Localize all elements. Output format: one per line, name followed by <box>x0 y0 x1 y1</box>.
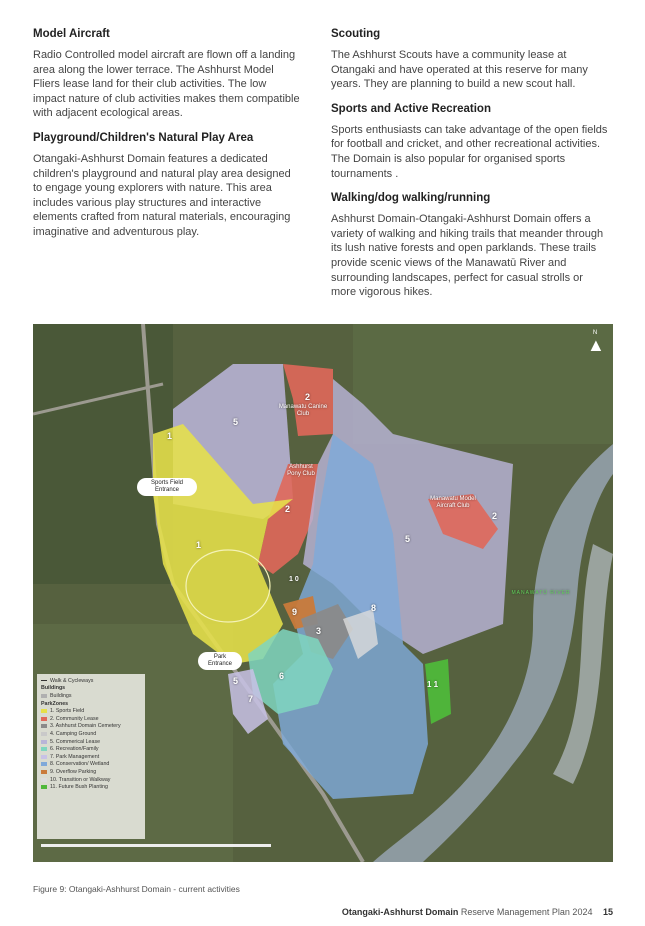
legend-label: 10. Transition or Walkway <box>50 776 111 783</box>
zone-10-label: 1 0 <box>289 576 299 583</box>
aircraft-club-label: Manawatu Model Aircraft Club <box>430 496 476 509</box>
legend-label: Walk & Cycleways <box>50 677 94 684</box>
legend-zone-item <box>41 753 141 761</box>
legend-zone-item <box>41 715 141 723</box>
domain-map <box>33 324 613 862</box>
legend-label: 7. Park Management <box>50 753 100 760</box>
legend-label: 9. Overflow Parking <box>50 768 97 775</box>
zone-5b-label: 5 <box>405 534 411 544</box>
legend-swatch <box>41 747 47 751</box>
legend-swatch <box>41 717 47 721</box>
zone-7-label: 7 <box>248 694 254 704</box>
legend-label: 1. Sports Field <box>50 708 85 715</box>
legend-label: 5. Commerical Lease <box>50 738 101 745</box>
walking-body: Ashhurst Domain-Otangaki-Ashhurst Domain offers a variety of walking and hiking trails that meander through its lush native forests and open parklands. These trails provide scenic views of the Manawatū River and surrounding landscapes, perfect for casual strolls or more vigorous hikes. <box>331 213 604 299</box>
legend-label: 8. Conservation/ Wetland <box>50 761 110 768</box>
left-column <box>33 28 301 251</box>
legend-buildings-title: Buildings <box>41 685 66 692</box>
zone-1b-label: 1 <box>196 540 202 550</box>
sports-heading: Sports and Active Recreation <box>331 102 491 115</box>
legend-label: Buildings <box>50 692 72 699</box>
north-arrow: N ▲ <box>587 330 605 355</box>
zone-3-label: 3 <box>316 626 322 636</box>
legend-swatch <box>41 778 47 782</box>
sports-body: Sports enthusiasts can take advantage of the open fields for football and cricket, and other recreational activities. The Domain is also popular for organised sports tournaments . <box>331 123 608 180</box>
legend-line-swatch <box>41 680 47 681</box>
zone-1-label: 1 <box>167 431 173 441</box>
map-legend <box>37 674 145 839</box>
zone-8-label: 8 <box>371 603 377 613</box>
legend-label: 2. Community Lease <box>50 715 99 722</box>
legend-zone-item <box>41 776 141 784</box>
north-label: N <box>592 330 598 336</box>
zone-2b-label: 2 <box>285 504 291 514</box>
river-label: MANAWATŪ RIVER <box>511 590 571 596</box>
legend-swatch <box>41 755 47 759</box>
legend-label: 11. Future Bush Planting <box>50 784 108 791</box>
legend-buildings <box>41 692 141 700</box>
legend-swatch <box>41 770 47 774</box>
legend-zone-item <box>41 707 141 715</box>
legend-label: 4. Camping Ground <box>50 730 97 737</box>
legend-label: 3. Ashhurst Domain Cemetery <box>50 723 121 730</box>
legend-swatch <box>41 724 47 728</box>
playground-body: Otangaki-Ashhurst Domain features a dedicated children's playground and natural play area designed to engage young explorers with nature. This area includes various play structures and interactive elements crafted from natural materials, encouraging imaginative and adventurous play. <box>33 152 291 238</box>
canine-club-label: Manawatu Canine Club <box>278 404 328 417</box>
scouting-body: The Ashhurst Scouts have a community lease at Otangaki and have operated at this reserve for many years. They are planning to build a new scout hall. <box>331 49 588 91</box>
legend-zone-item <box>41 768 141 776</box>
legend-zone-item <box>41 730 141 738</box>
right-column <box>331 28 609 311</box>
legend-swatch <box>41 694 47 698</box>
footer-brand: Otangaki-Ashhurst Domain <box>341 907 459 917</box>
page-footer <box>342 907 613 917</box>
walking-heading: Walking/dog walking/running <box>331 192 491 205</box>
legend-zone-list <box>41 707 141 791</box>
legend-swatch <box>41 740 47 744</box>
sports-field-entrance-callout: Sports Field Entrance <box>137 478 197 496</box>
legend-swatch <box>41 762 47 766</box>
model-aircraft-body: Radio Controlled model aircraft are flown off a landing area along the lower terrace. The Ashhurst Model Fliers lease land for their club activities. The low impact nature of club activities makes them compatible with adjacent ecological areas. <box>33 49 300 120</box>
legend-parkzones-title: ParkZones <box>41 700 69 707</box>
zone-2-label: 2 <box>305 392 311 402</box>
legend-swatch <box>41 732 47 736</box>
legend-label: 6. Recreation/Family <box>50 746 99 753</box>
legend-swatch <box>41 709 47 713</box>
zone-2c-label: 2 <box>492 511 498 521</box>
zone-5c-label: 5 <box>233 676 239 686</box>
legend-zone-item <box>41 723 141 731</box>
park-entrance-callout: Park Entrance <box>198 652 242 670</box>
page-number: 15 <box>602 907 613 917</box>
legend-walk-cycleways <box>41 677 141 685</box>
legend-swatch <box>41 785 47 789</box>
zone-9-label: 9 <box>292 607 298 617</box>
footer-doc-title: Reserve Management Plan 2024 <box>460 907 593 917</box>
playground-heading: Playground/Children's Natural Play Area <box>33 131 254 144</box>
zone-11-label: 1 1 <box>427 680 439 689</box>
model-aircraft-heading: Model Aircraft <box>33 28 110 40</box>
legend-zone-item <box>41 738 141 746</box>
zone-5-label: 5 <box>233 417 239 427</box>
legend-zone-item <box>41 745 141 753</box>
scouting-heading: Scouting <box>331 28 381 40</box>
legend-zone-item <box>41 783 141 791</box>
figure-caption: Figure 9: Otangaki-Ashhurst Domain - current activities <box>33 884 240 894</box>
zone-6-label: 6 <box>279 671 285 681</box>
pony-club-label: Ashhurst Pony Club <box>287 464 315 477</box>
legend-zone-item <box>41 761 141 769</box>
